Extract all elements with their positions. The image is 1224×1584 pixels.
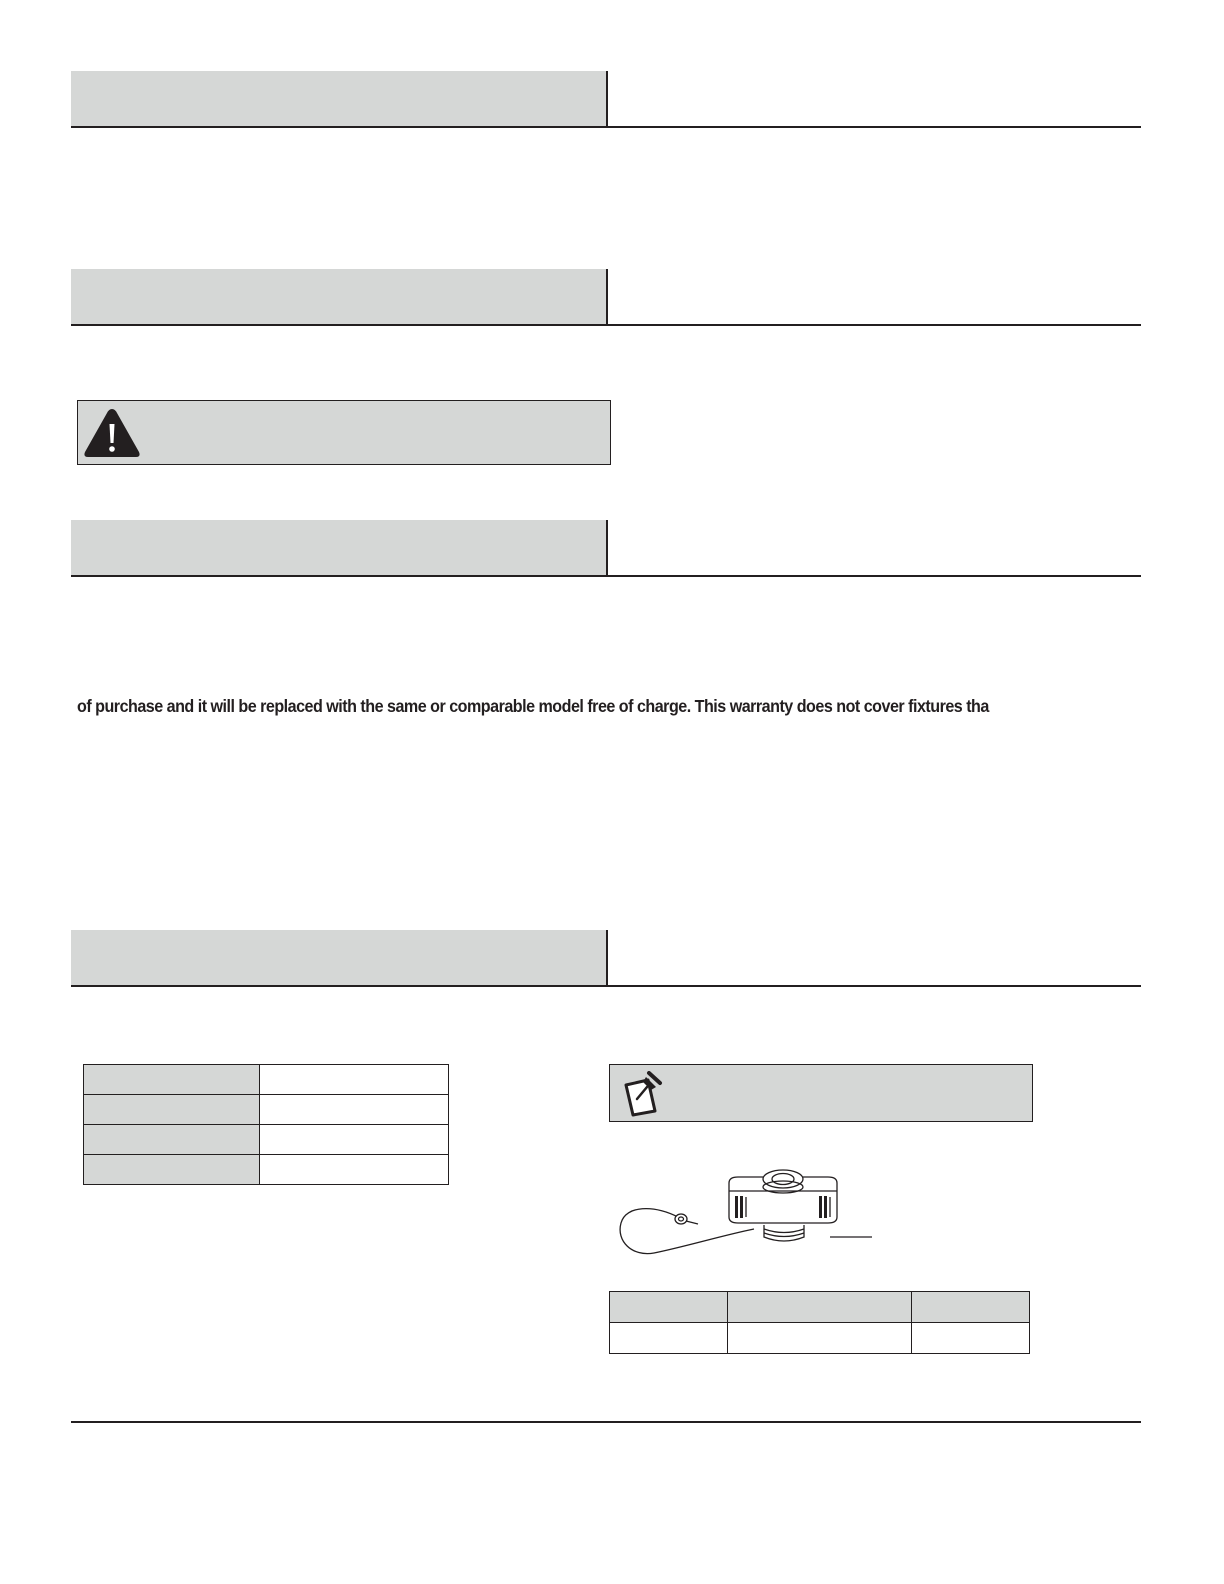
table-row <box>84 1125 449 1155</box>
section-header-3 <box>71 520 1141 577</box>
spec-value-cell <box>260 1095 449 1125</box>
spec-value-cell <box>260 1155 449 1185</box>
section-header-4 <box>71 930 1141 987</box>
table-cell <box>610 1323 728 1354</box>
section-header-1 <box>71 71 1141 128</box>
section-header-rule <box>71 324 1141 326</box>
spec-label-cell <box>84 1095 260 1125</box>
warning-callout <box>77 400 611 465</box>
spec-value-cell <box>260 1125 449 1155</box>
table-header-cell <box>610 1292 728 1323</box>
table-header-row <box>610 1292 1030 1323</box>
spec-label-cell <box>84 1125 260 1155</box>
cap-part-illustration <box>614 1165 876 1261</box>
parts-table <box>609 1291 1030 1354</box>
spec-table <box>83 1064 449 1185</box>
section-header-rule <box>71 126 1141 128</box>
section-header-bar <box>71 269 608 324</box>
spec-label-cell <box>84 1065 260 1095</box>
warranty-text: of purchase and it will be replaced with the same or comparable model free of charge. This warranty does not cover fixtures tha <box>77 696 989 716</box>
note-callout <box>609 1064 1033 1122</box>
warning-triangle-icon <box>82 406 142 460</box>
note-pin-icon <box>622 1071 664 1117</box>
table-row <box>84 1065 449 1095</box>
table-header-cell <box>912 1292 1030 1323</box>
section-header-bar <box>71 930 608 985</box>
section-header-bar <box>71 71 608 126</box>
section-header-bar <box>71 520 608 575</box>
spec-label-cell <box>84 1155 260 1185</box>
table-cell <box>728 1323 912 1354</box>
section-header-rule <box>71 985 1141 987</box>
spec-value-cell <box>260 1065 449 1095</box>
section-header-2 <box>71 269 1141 326</box>
table-row <box>610 1323 1030 1354</box>
table-row <box>84 1155 449 1185</box>
table-row <box>84 1095 449 1125</box>
table-header-cell <box>728 1292 912 1323</box>
table-cell <box>912 1323 1030 1354</box>
footer-rule <box>71 1421 1141 1423</box>
section-header-rule <box>71 575 1141 577</box>
